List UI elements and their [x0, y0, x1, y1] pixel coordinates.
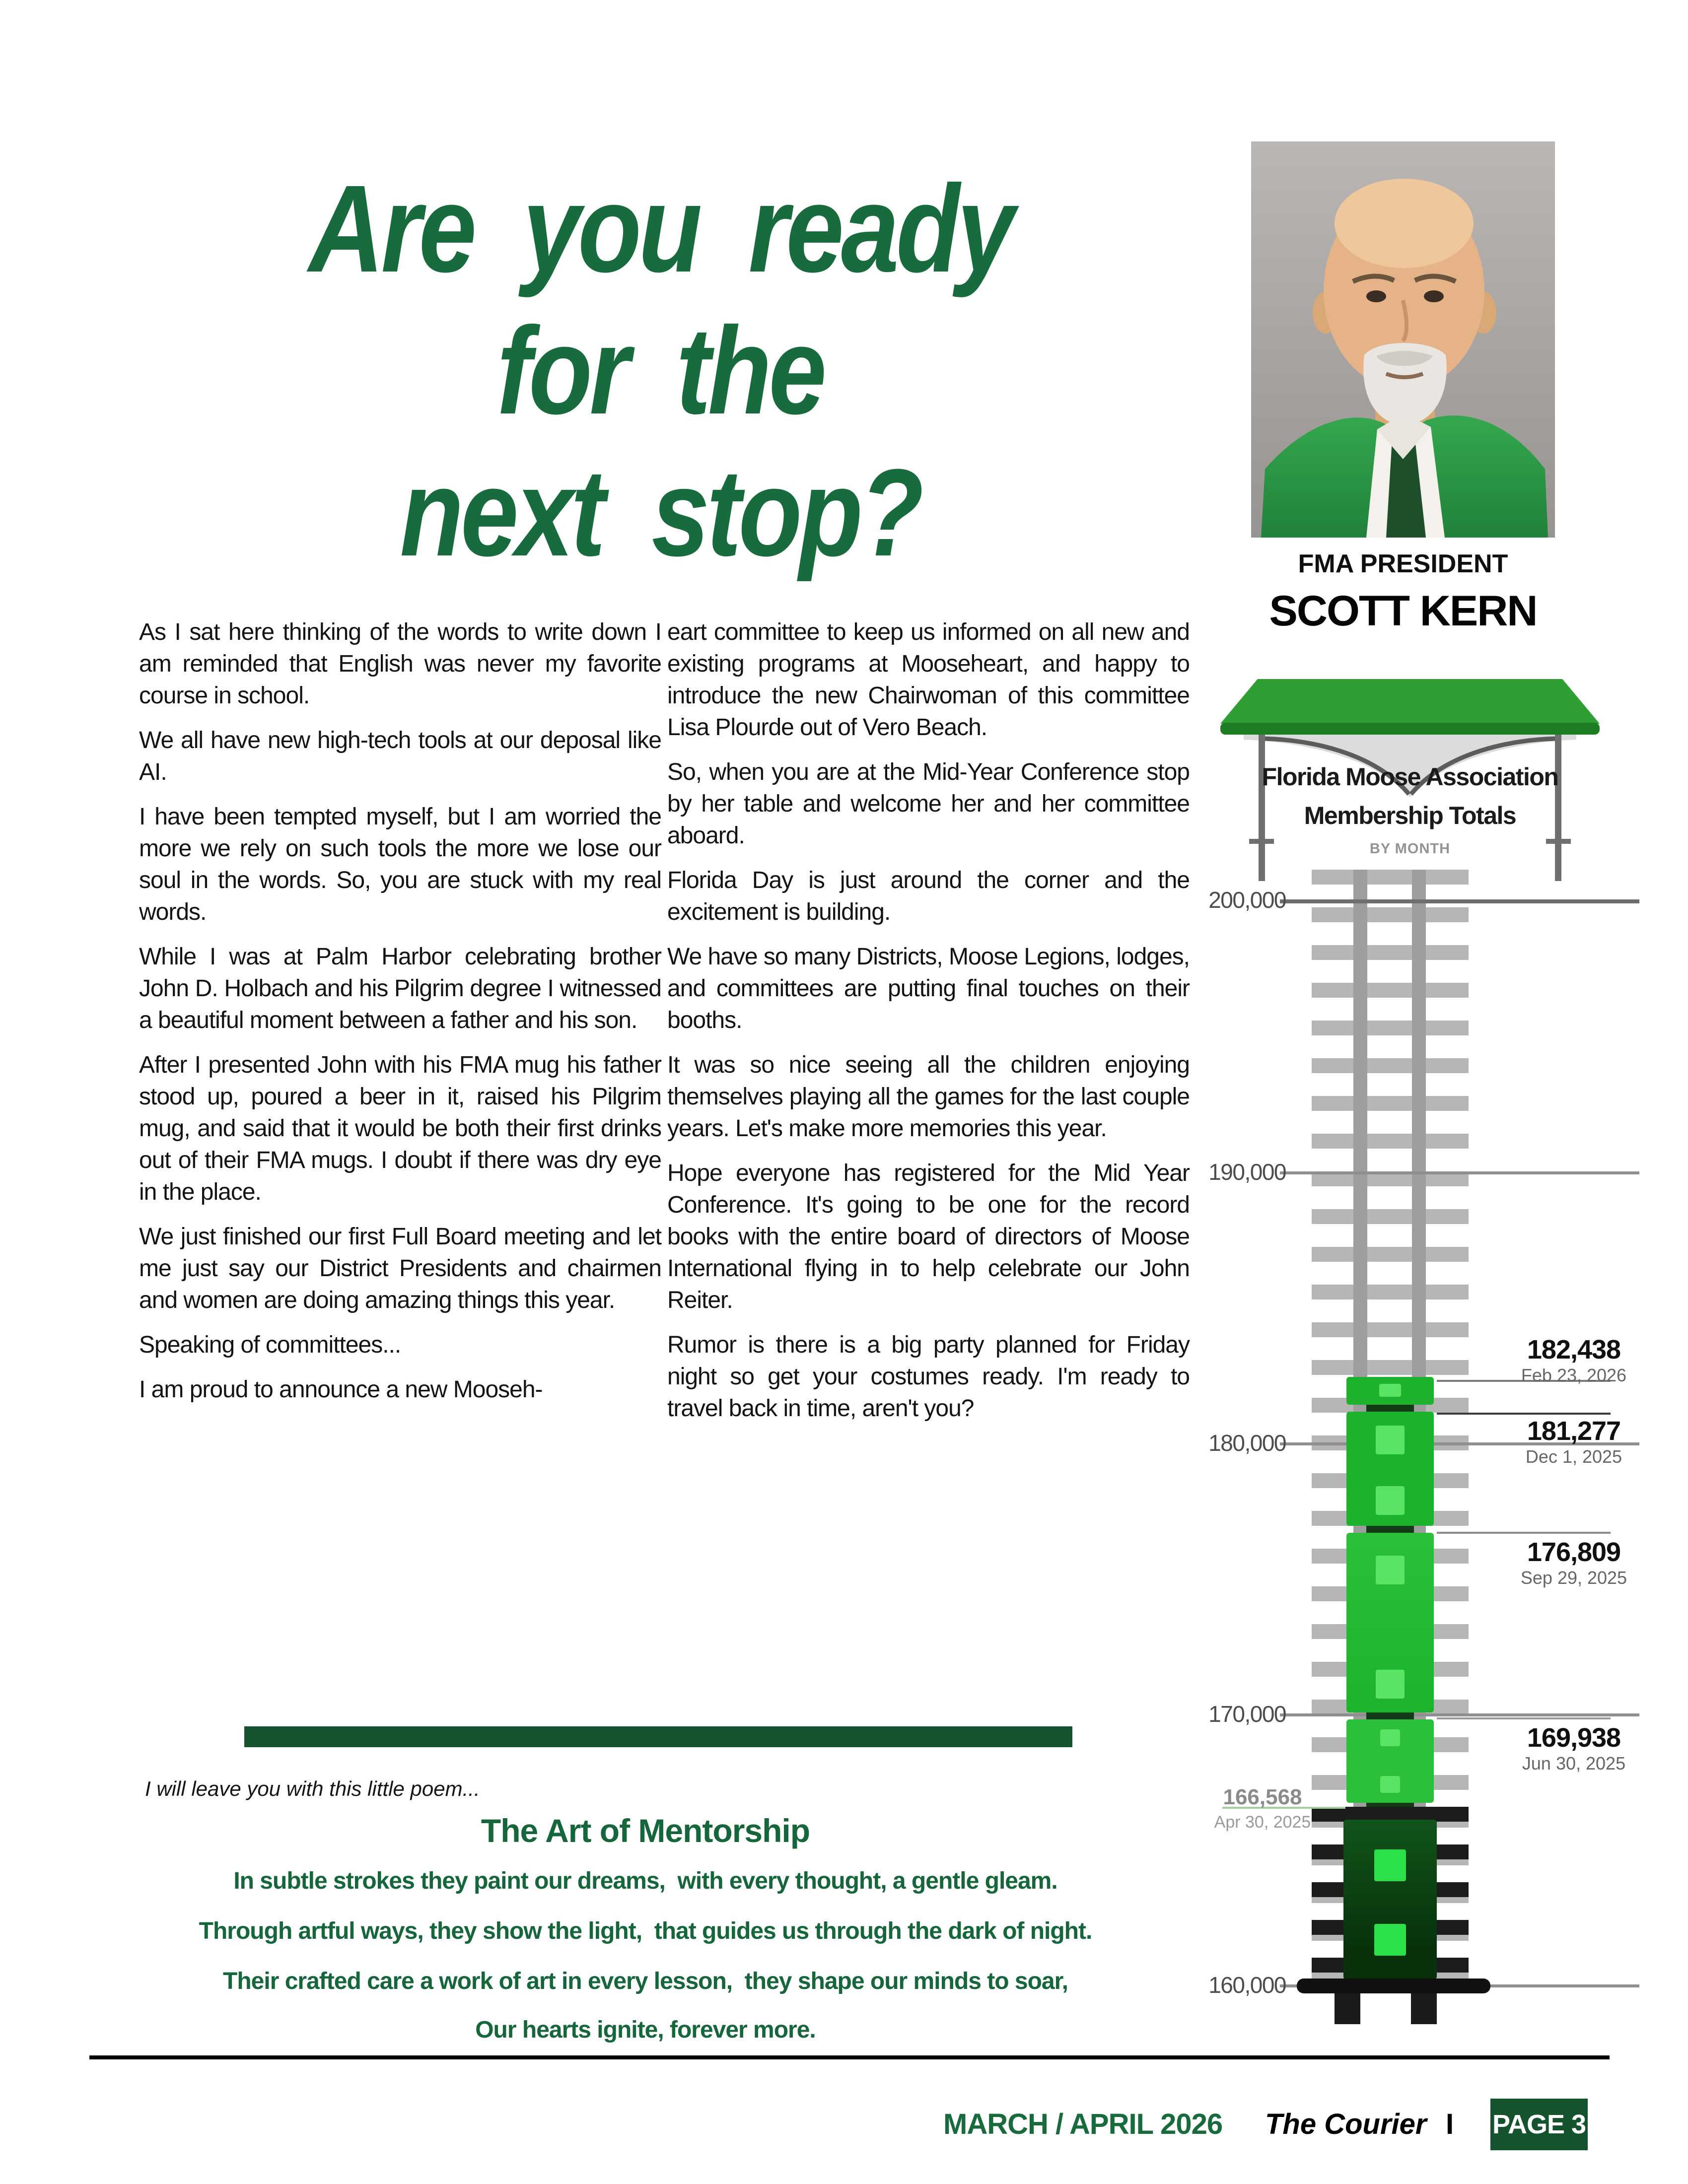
article-paragraph: So, when you are at the Mid-Year Conference stop by her table and welcome her and her committee aboard.	[667, 759, 1190, 849]
poem-title: The Art of Mentorship	[481, 1812, 810, 1849]
engine-base	[1297, 1979, 1490, 1993]
ytick-label: 190,000	[1208, 1159, 1286, 1185]
article-paragraph: After I presented John with his FMA mug his father stood up, poured a beer in it, raised his Pilgrim mug, and said that it would be both their first drinks out of their FMA mugs. I doubt if there was dry eye in the place.	[139, 1052, 661, 1205]
green-divider-bar	[244, 1726, 1072, 1747]
footer-rule	[89, 2055, 1610, 2059]
poem-line: Their crafted care a work of art in every lesson, they shape our minds to soar,	[223, 1968, 1068, 1994]
photo-caption-name: SCOTT KERN	[1269, 587, 1537, 635]
article-paragraph: Florida Day is just around the corner and the excitement is building.	[667, 867, 1190, 925]
engine-wheel	[1411, 1993, 1437, 2024]
chart-title-line2: Membership Totals	[1304, 802, 1516, 829]
article-paragraph: We all have new high-tech tools at our deposal like AI.	[139, 727, 661, 785]
train-coupler	[1366, 1405, 1414, 1412]
datapoint-date: Jun 30, 2025	[1522, 1753, 1626, 1774]
train-coupler	[1366, 1712, 1414, 1719]
gridline-170000	[1280, 1713, 1639, 1716]
train-car-dec-2025	[1346, 1412, 1434, 1526]
gridline-200000	[1280, 899, 1639, 903]
datapoint-date: Dec 1, 2025	[1525, 1446, 1622, 1467]
leader-line	[1437, 1413, 1611, 1415]
datapoint-date: Feb 23, 2026	[1521, 1365, 1627, 1385]
page-number-label: PAGE 3	[1492, 2110, 1586, 2139]
article-paragraph: While I was at Palm Harbor celebrating brother John D. Holbach and his Pilgrim degree I witnessed a beautiful moment between a father and his son.	[139, 944, 661, 1033]
train-car-sep-2025	[1346, 1533, 1434, 1712]
train-coupler	[1366, 1526, 1414, 1533]
datapoint-value: 166,568	[1223, 1785, 1302, 1809]
article-paragraph: I have been tempted myself, but I am worried the more we rely on such tools the more we lose our soul in the words. So, you are stuck with my real words.	[139, 804, 661, 925]
headline-line-1: Are you ready	[308, 159, 1012, 298]
article-paragraph: Speaking of committees...	[139, 1332, 401, 1358]
poem-line: Our hearts ignite, forever more.	[475, 2017, 816, 2043]
datapoint-value: 176,809	[1527, 1537, 1621, 1567]
datapoint-date: Sep 29, 2025	[1520, 1568, 1627, 1588]
leader-line	[1437, 1717, 1611, 1719]
datapoint-value: 182,438	[1527, 1335, 1621, 1365]
poem-line: Through artful ways, they show the light, that guides us through the dark of night.	[199, 1918, 1092, 1944]
ytick-label: 170,000	[1208, 1701, 1286, 1727]
footer-separator: I	[1446, 2108, 1454, 2140]
page-number-badge	[1490, 2099, 1588, 2150]
headline-line-2: for the	[496, 301, 824, 440]
gridline-190000	[1280, 1171, 1639, 1174]
article-paragraph: As I sat here thinking of the words to write down I am reminded that English was never my favorite course in school.	[139, 619, 661, 709]
photo-caption-title: FMA PRESIDENT	[1298, 549, 1508, 578]
datapoint-value: 181,277	[1527, 1416, 1621, 1446]
article-column-left	[139, 616, 661, 1419]
headline-line-3: next stop?	[400, 443, 921, 582]
article-paragraph: It was so nice seeing all the children enjoying themselves playing all the games for the last couple years. Let's make more memories this year.	[667, 1052, 1190, 1142]
chart-subtitle: BY MONTH	[1369, 841, 1451, 857]
datapoint-date: Apr 30, 2025	[1214, 1813, 1311, 1832]
train-car-feb-2026	[1346, 1377, 1434, 1405]
datapoint-value: 169,938	[1527, 1723, 1621, 1753]
article-paragraph: We have so many Districts, Moose Legions, lodges, and committees are putting final touches on their booths.	[667, 944, 1190, 1033]
poem-line: In subtle strokes they paint our dreams, with every thought, a gentle gleam.	[233, 1868, 1057, 1894]
ytick-label: 160,000	[1208, 1972, 1286, 1998]
ytick-label: 200,000	[1208, 887, 1286, 913]
article-column-right	[667, 616, 1190, 1437]
article-paragraph: Hope everyone has registered for the Mid Year Conference. It's going to be one for the record books with the entire board of directors of Moose International flying in to help celebrate our John Reiter.	[667, 1160, 1190, 1313]
article-paragraph: eart committee to keep us informed on all new and existing programs at Mooseheart, and happy to introduce the new Chairwoman of this committee Lisa Plourde out of Vero Beach.	[667, 619, 1190, 741]
article-paragraph: I am proud to announce a new Mooseh-	[139, 1376, 543, 1403]
train-car-jun-2025	[1346, 1719, 1434, 1803]
footer-issue: MARCH / APRIL 2026	[943, 2108, 1223, 2140]
article-paragraph: We just finished our first Full Board meeting and let me just say our District Presidents and chairmen and women are doing amazing things this year.	[139, 1224, 661, 1313]
chart-title-line1: Florida Moose Association	[1262, 763, 1558, 791]
poem-lead-in: I will leave you with this little poem...	[145, 1777, 480, 1800]
train-engine-apr-2025	[1343, 1820, 1437, 1979]
green-roof	[1220, 679, 1600, 724]
ytick-label: 180,000	[1208, 1430, 1286, 1456]
leader-line	[1437, 1532, 1611, 1534]
engine-wheel	[1335, 1993, 1360, 2024]
article-paragraph: Rumor is there is a big party planned for Friday night so get your costumes ready. I'm ready to travel back in time, aren't you?	[667, 1332, 1190, 1422]
footer-publication: The Courier	[1265, 2108, 1427, 2140]
president-photo	[1251, 141, 1555, 538]
page-headline	[206, 158, 1115, 584]
